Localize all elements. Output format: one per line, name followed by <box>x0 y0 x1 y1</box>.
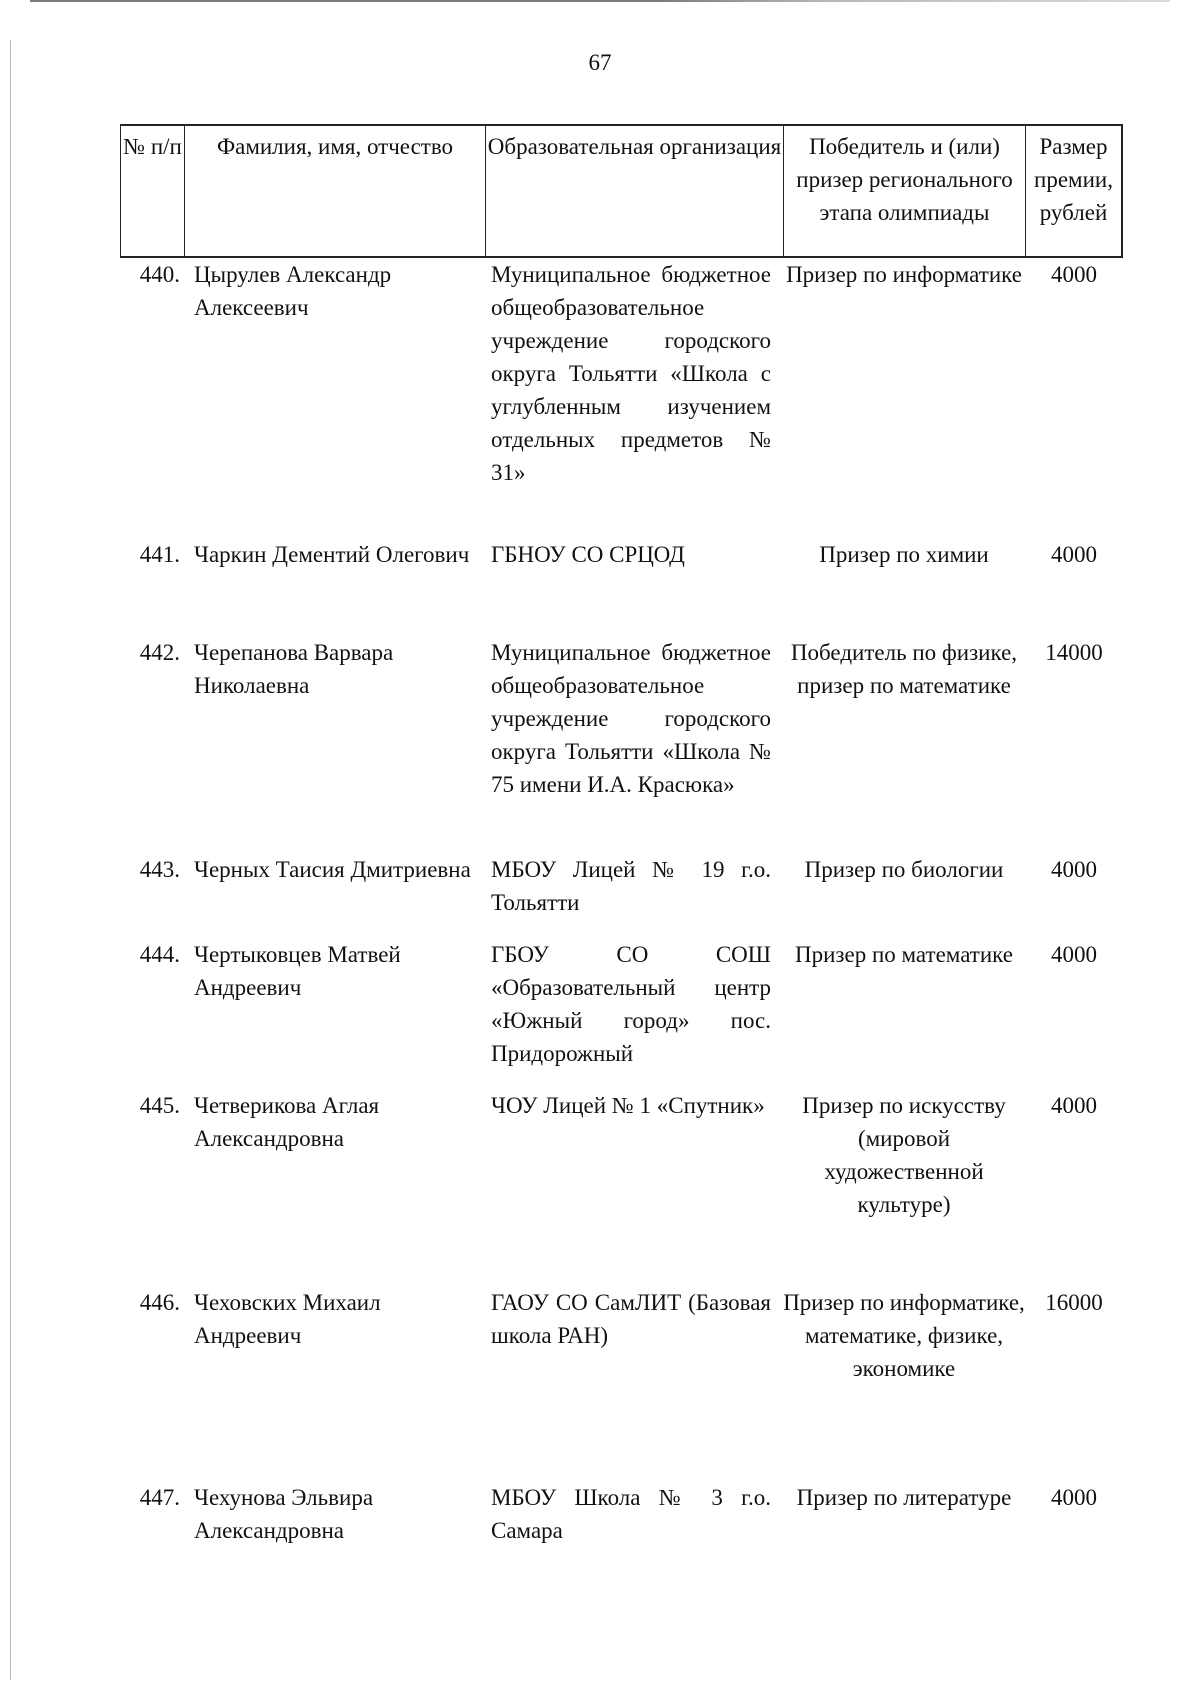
row-number: 446. <box>139 1290 180 1315</box>
row-amount: 4000 <box>1051 262 1097 287</box>
row-number: 444. <box>139 942 180 967</box>
row-amount: 4000 <box>1051 542 1097 567</box>
row-number: 445. <box>139 1093 180 1118</box>
row-amount: 14000 <box>1045 640 1103 665</box>
row-award: Победитель по физике, призер по математике <box>790 640 1018 698</box>
row-award: Призер по информатике <box>786 262 1022 287</box>
header-name: Фамилия, имя, отчество <box>184 124 485 258</box>
left-scan-edge <box>10 40 11 1680</box>
row-award: Призер по биологии <box>804 857 1004 882</box>
page-number: 67 <box>588 50 612 75</box>
table-header <box>0 124 1200 258</box>
row-amount: 4000 <box>1051 1485 1097 1510</box>
row-award: Призер по информатике, математике, физике, экономике <box>783 1290 1025 1381</box>
row-organization: ЧОУ Лицей № 1 «Спутник» <box>491 1093 765 1118</box>
row-number: 440. <box>139 262 180 287</box>
row-number: 443. <box>139 857 180 882</box>
row-name: Черных Таисия Дмитриевна <box>194 857 471 882</box>
row-number: 447. <box>139 1485 180 1510</box>
header-award: Победитель и (или) призер регионального этапа олимпиады <box>783 124 1025 258</box>
row-name: Цырулев Александр Алексеевич <box>194 262 392 320</box>
row-number: 442. <box>139 640 180 665</box>
row-name: Чертыковцев Матвей Андреевич <box>194 942 401 1000</box>
row-organization: МБОУ Лицей № 19 г.о. Тольятти <box>491 857 771 915</box>
row-name: Четверикова Аглая Александровна <box>194 1093 380 1151</box>
row-amount: 4000 <box>1051 857 1097 882</box>
row-name: Черепанова Варвара Николаевна <box>194 640 394 698</box>
row-name: Чаркин Дементий Олегович <box>194 542 470 567</box>
row-organization: Муниципальное бюджетное общеобразовательное учреждение городского округа Тольятти «Школа № 75 имени И.А. Красюка» <box>491 640 771 797</box>
row-amount: 4000 <box>1051 942 1097 967</box>
row-award: Призер по химии <box>819 542 989 567</box>
row-organization: ГАОУ СО СамЛИТ (Базовая школа РАН) <box>491 1290 771 1348</box>
header-num: № п/п <box>120 124 184 258</box>
row-name: Чехунова Эльвира Александровна <box>194 1485 374 1543</box>
row-name: Чеховских Михаил Андреевич <box>194 1290 381 1348</box>
row-award: Призер по искусству (мировой художественной культуре) <box>802 1093 1006 1217</box>
row-organization: МБОУ Школа № 3 г.о. Самара <box>491 1485 771 1543</box>
row-award: Призер по математике <box>795 942 1013 967</box>
row-amount: 4000 <box>1051 1093 1097 1118</box>
header-amount: Размер премии, рублей <box>1025 124 1123 258</box>
row-amount: 16000 <box>1045 1290 1103 1315</box>
row-organization: ГБОУ СО СОШ «Образовательный центр «Южный город» пос. Придорожный <box>491 942 771 1066</box>
header-org: Образовательная организация <box>485 124 783 258</box>
row-award: Призер по литературе <box>796 1485 1012 1510</box>
row-organization: ГБНОУ СО СРЦОД <box>491 542 685 567</box>
row-organization: Муниципальное бюджетное общеобразовательное учреждение городского округа Тольятти «Школа с углубленным изучением отдельных предметов № 31» <box>491 262 771 485</box>
top-scan-rule <box>30 0 1170 2</box>
row-number: 441. <box>139 542 180 567</box>
